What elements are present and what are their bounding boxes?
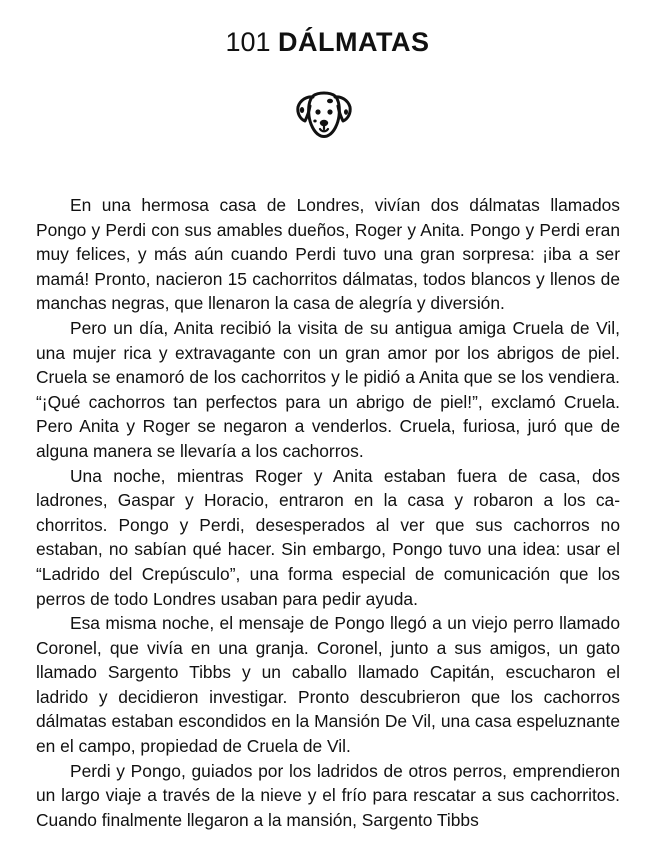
dalmatian-dog-icon: [294, 88, 354, 142]
story-paragraph: Una noche, mientras Roger y Anita estaban fuera de casa, dos ladrones, Gaspar y Horacio, entraron en la casa y robaron a los cachorritos. Pongo y Perdi, desesperados al ver que sus cachorros no estaban, no sabían qué hacer. Sin embargo, Pongo tuvo una idea: usar el “Ladrido del Crepúsculo”, una forma especial de comunicación que los perros de todo Londres usaban para pedir ayuda.: [36, 465, 620, 609]
story-paragraph: Pero un día, Anita recibió la visita de su antigua amiga Cruela de Vil, una mujer rica y extravagante con un gran amor por los abrigos de piel. Cruela se enamoró de los cachorritos y le pidió a Anita que se los vendiera. “¡Qué cachorros tan perfectos para un abrigo de piel!”, exclamó Cruela. Pero Anita y Roger se negaron a venderlos. Cruela, furiosa, juró que de alguna manera se llevaría a los cachorros.: [36, 317, 620, 461]
story-text: [36, 193, 620, 832]
story-paragraph: Perdi y Pongo, guiados por los ladridos de otros perros, emprendieron un largo viaje a través de la nieve y el frío para rescatar a sus cachorritos. Cuando finalmente llegaron a la mansión, Sargento Tibbs: [36, 760, 620, 830]
page-title: [0, 22, 655, 62]
story-paragraph: En una hermosa casa de Londres, vivían dos dálmatas llamados Pongo y Perdi con sus amables dueños, Roger y Anita. Pongo y Perdi eran muy felices, y más aún cuando Perdi tuvo una gran sorpresa: ¡iba a ser mamá! Pronto, nacieron 15 cachorritos dálmatas, todos blancos y llenos de manchas negras, que llenaron la casa de alegría y diversión.: [36, 195, 620, 314]
title-number: 101: [225, 27, 271, 58]
story-paragraph: Esa misma noche, el mensaje de Pongo llegó a un viejo perro llamado Coronel, que vivía en una granja. Coronel, junto a sus amigos, un gato llamado Sargento Tibbs y un caballo llamado Capitán, escucharon el ladrido y decidieron investigar. Pronto descubrieron que los cachorros dálmatas estaban escondidos en la Mansión De Vil, una casa espeluznante en el campo, propiedad de Cruela de Vil.: [36, 613, 620, 757]
title-name: DÁLMATAS: [278, 27, 430, 58]
